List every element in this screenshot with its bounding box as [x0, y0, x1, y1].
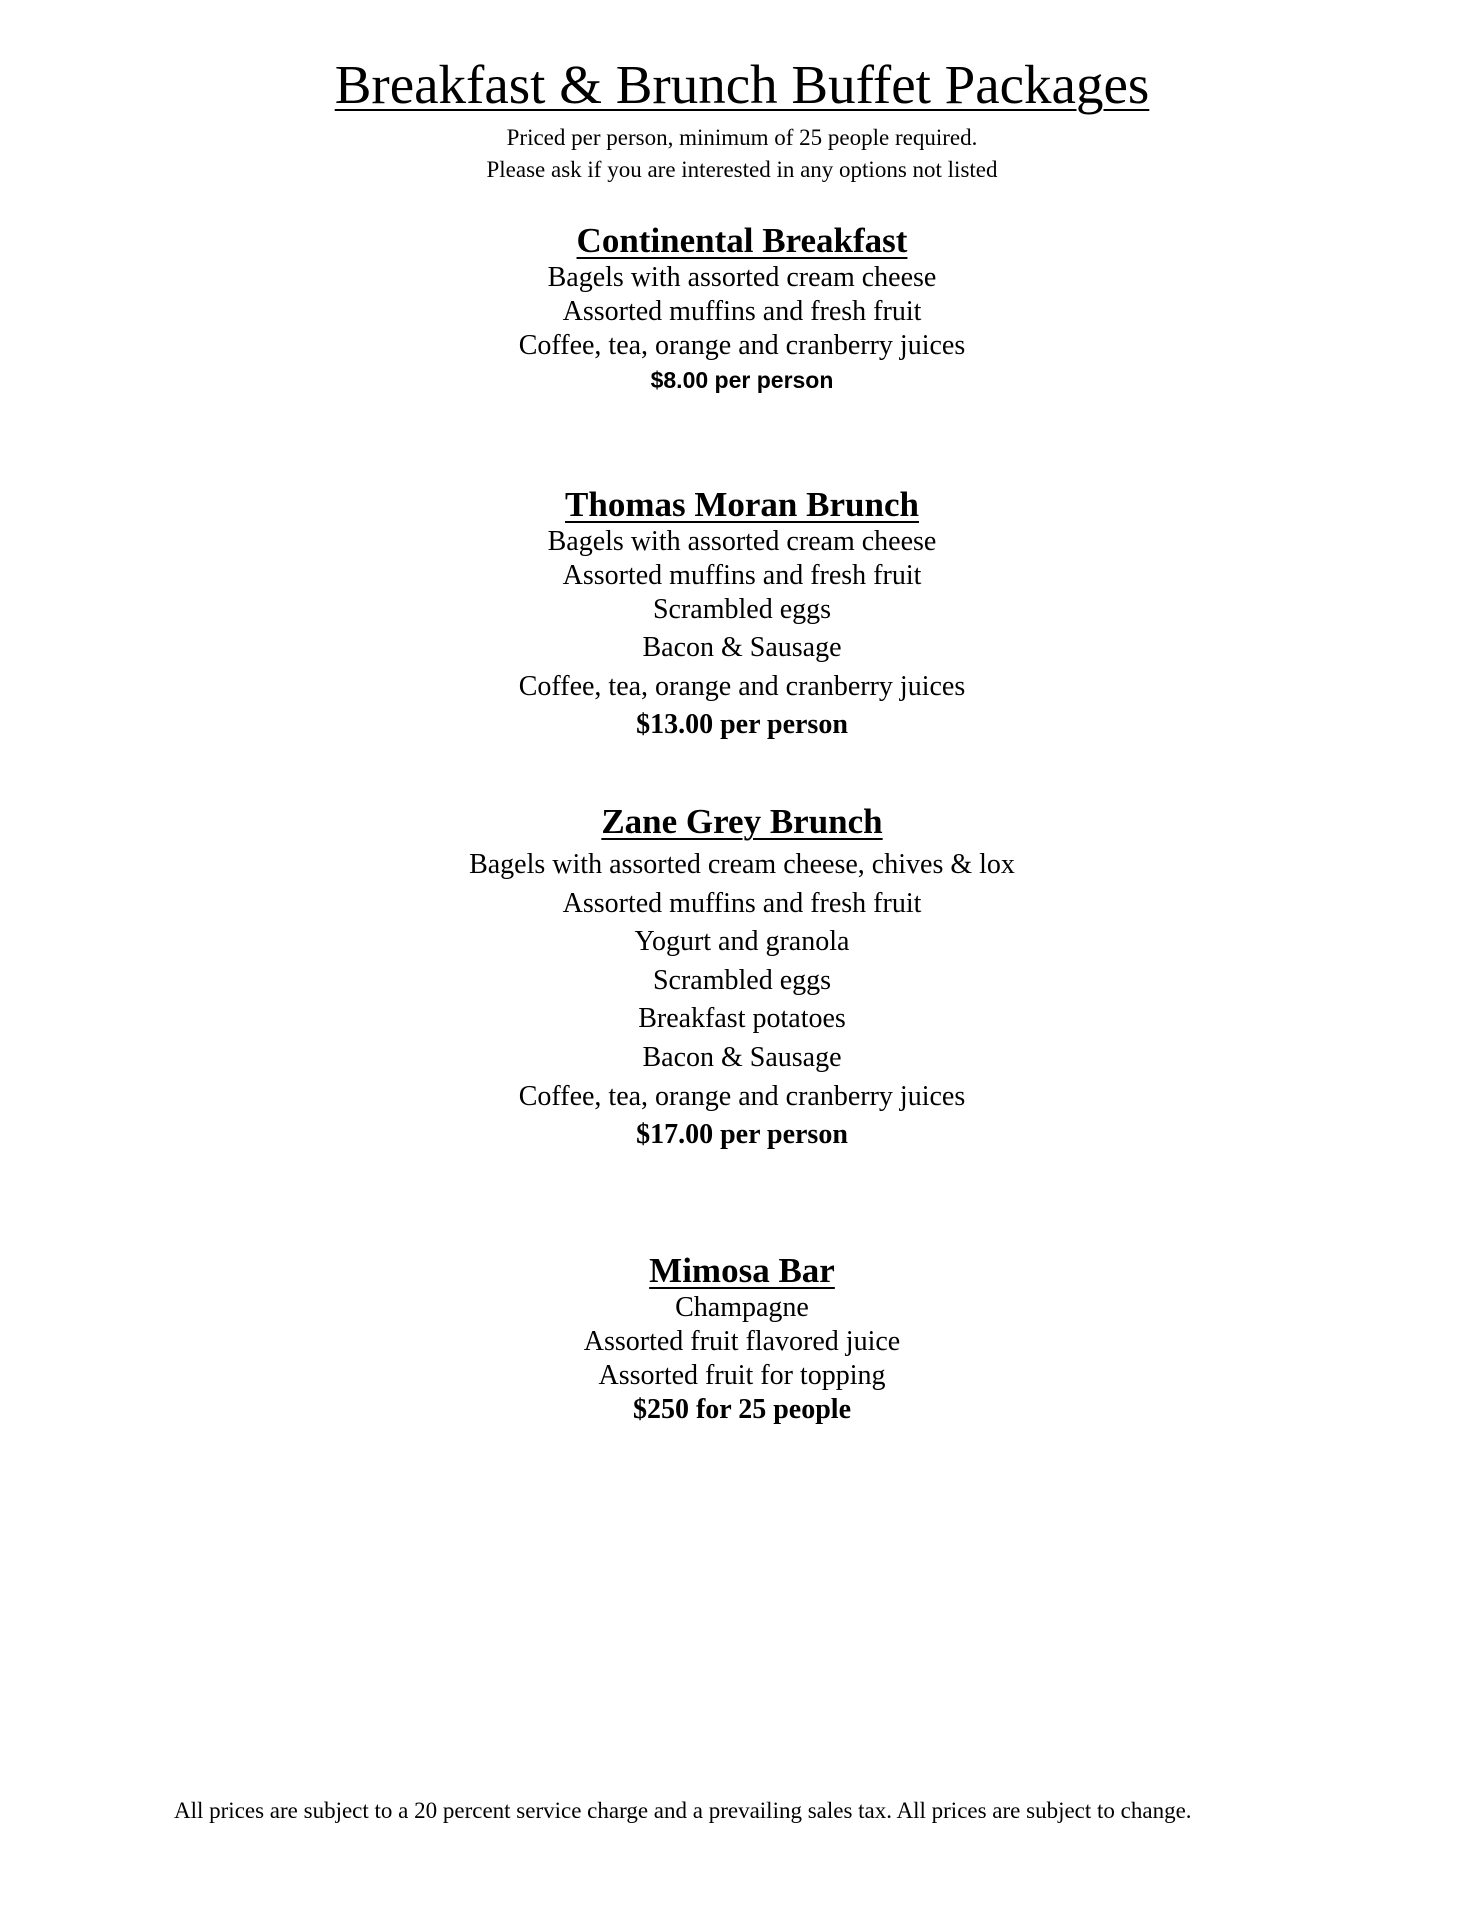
package-item: Assorted muffins and fresh fruit	[562, 560, 922, 591]
package-item: Bagels with assorted cream cheese	[547, 526, 937, 557]
package-price: $17.00 per person	[636, 1119, 848, 1150]
package-heading: Zane Grey Brunch	[601, 802, 883, 841]
package-item: Assorted fruit for topping	[598, 1360, 886, 1391]
package-item: Coffee, tea, orange and cranberry juices	[518, 671, 966, 702]
intro-line-options: Please ask if you are interested in any options not listed	[486, 157, 998, 182]
package-item: Bacon & Sausage	[642, 632, 842, 663]
package-item: Yogurt and granola	[634, 926, 850, 957]
package-item: Bagels with assorted cream cheese, chives & lox	[469, 849, 1015, 880]
package-item: Champagne	[675, 1292, 809, 1323]
package-price: $250 for 25 people	[632, 1394, 852, 1425]
package-heading: Continental Breakfast	[576, 221, 908, 260]
package-price: $13.00 per person	[636, 709, 848, 740]
package-heading: Mimosa Bar	[649, 1251, 835, 1290]
page-title: Breakfast & Brunch Buffet Packages	[334, 54, 1150, 115]
package-item: Scrambled eggs	[652, 594, 832, 625]
footer-note: All prices are subject to a 20 percent service charge and a prevailing sales tax. All prices are subject to change.	[174, 1798, 1192, 1823]
package-item: Bacon & Sausage	[642, 1042, 842, 1073]
package-item: Scrambled eggs	[652, 965, 832, 996]
package-price: $8.00 per person	[650, 367, 834, 393]
package-item: Assorted muffins and fresh fruit	[562, 296, 922, 327]
package-heading: Thomas Moran Brunch	[565, 485, 919, 524]
package-item: Assorted muffins and fresh fruit	[562, 888, 922, 919]
package-item: Bagels with assorted cream cheese	[547, 262, 937, 293]
package-item: Coffee, tea, orange and cranberry juices	[518, 1081, 966, 1112]
package-item: Coffee, tea, orange and cranberry juices	[518, 330, 966, 361]
package-item: Breakfast potatoes	[638, 1003, 846, 1034]
intro-line-minimum: Priced per person, minimum of 25 people required.	[506, 125, 978, 150]
package-item: Assorted fruit flavored juice	[583, 1326, 901, 1357]
